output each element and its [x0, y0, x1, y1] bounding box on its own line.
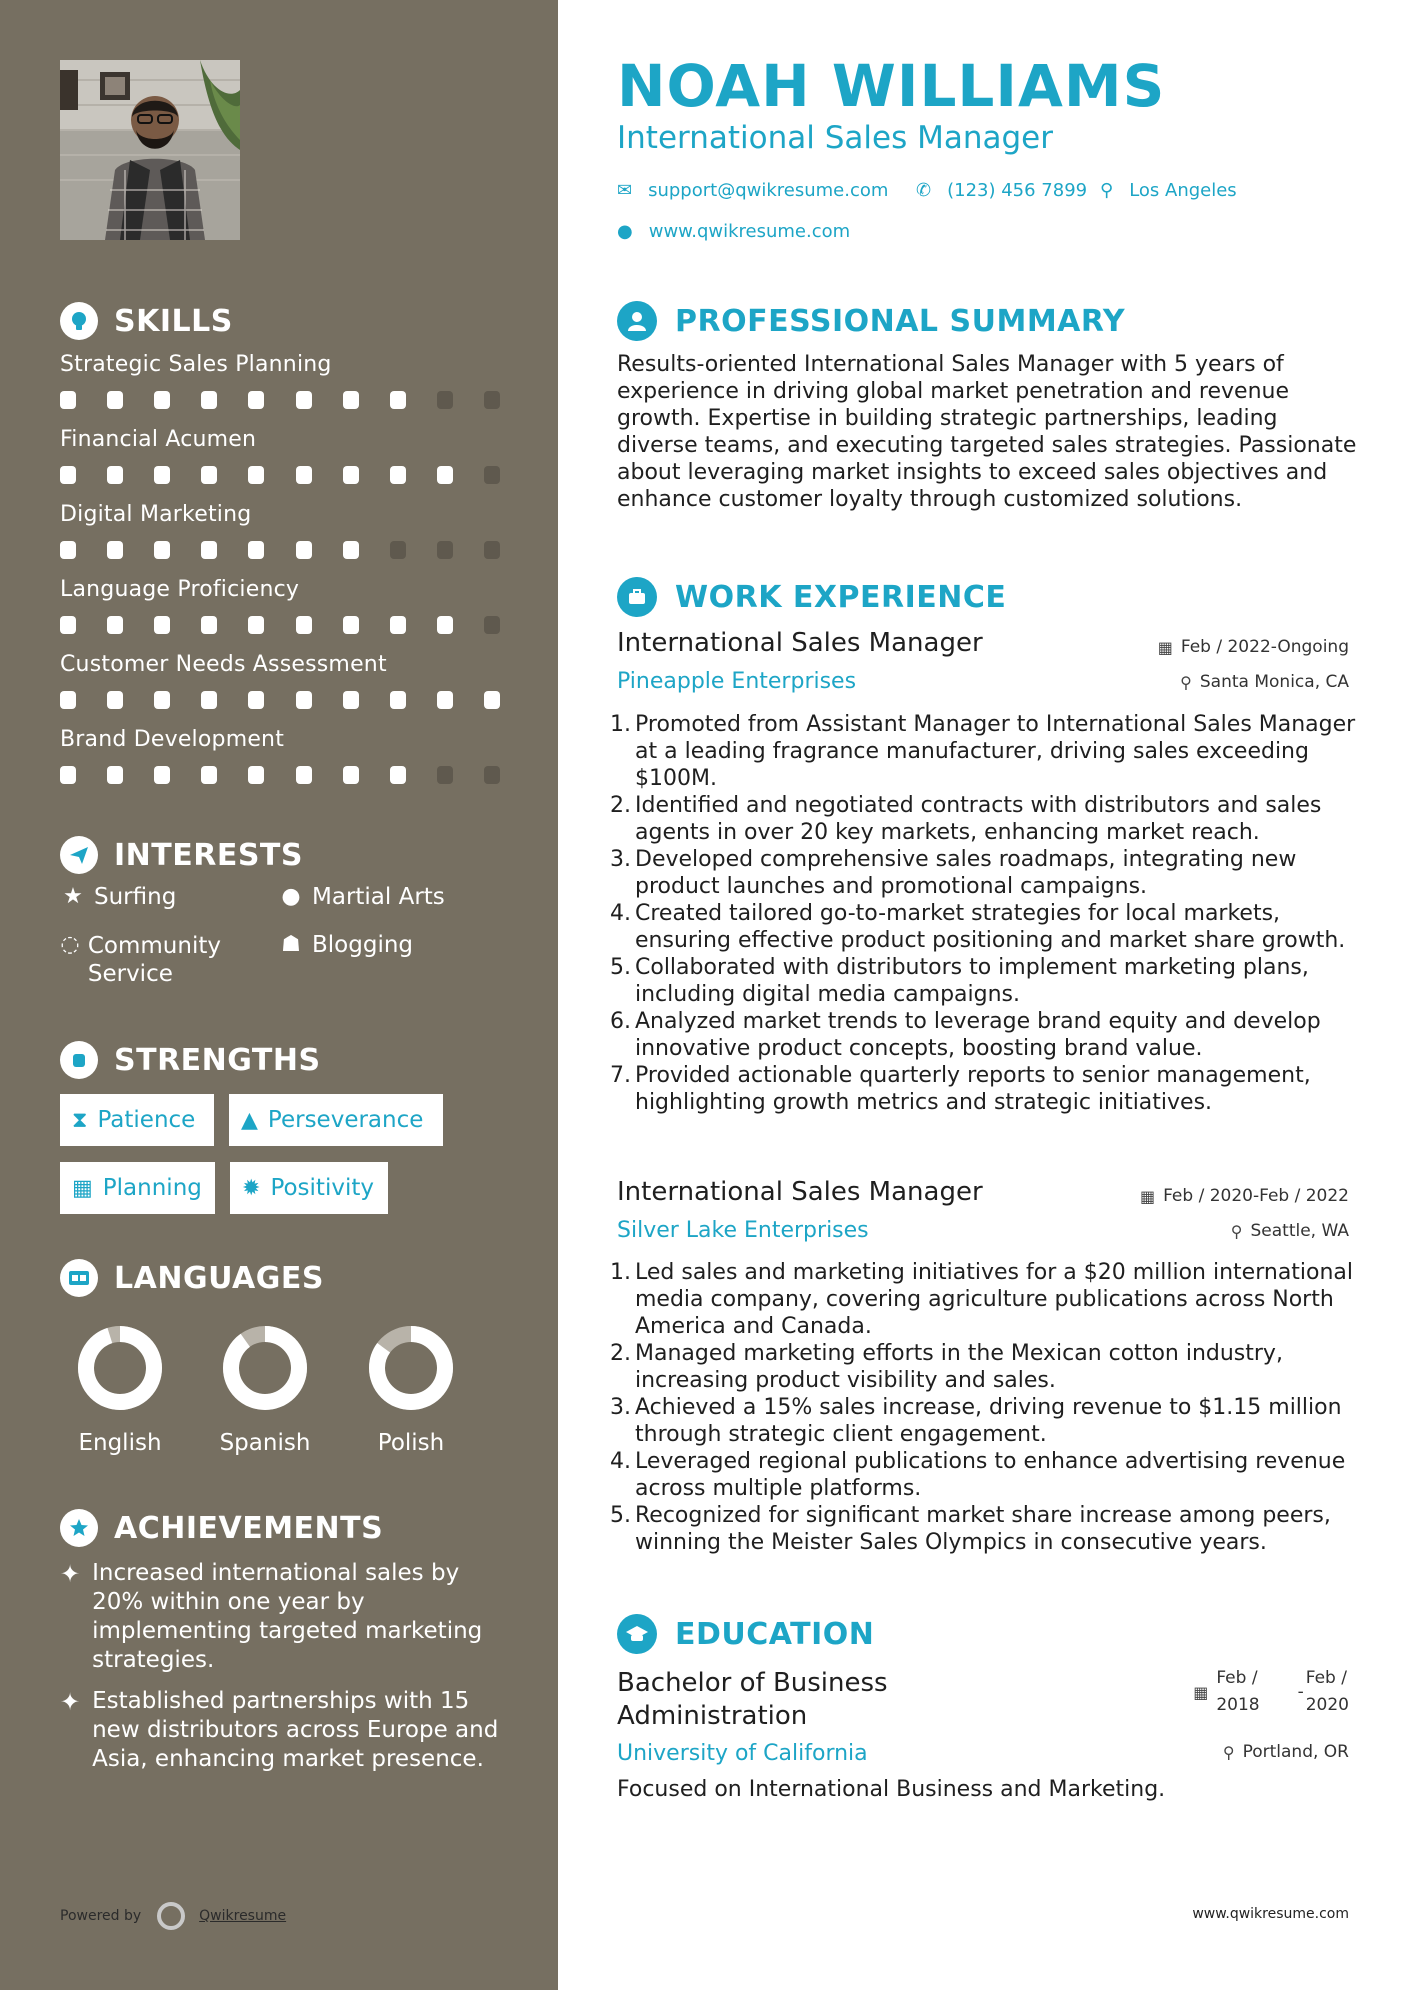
bullet-text: Provided actionable quarterly reports to senior management, highlighting growth metrics and strategic initiatives. [635, 1063, 1311, 1115]
strength-chip [60, 1094, 214, 1146]
bullet-text: Analyzed market trends to leverage brand equity and develop innovative product concepts, boosting brand value. [635, 1009, 1321, 1061]
bullet-text: Recognized for significant market share increase among peers, winning the Meister Sales Olympics in consecutive years. [635, 1503, 1331, 1555]
job-bullet [610, 1062, 1358, 1116]
job-bullet [610, 1448, 1358, 1502]
job-dates-text: Feb / 2022-Ongoing [1180, 637, 1349, 657]
rating-dot-filled [107, 616, 123, 634]
bullet-number: 6. [610, 1009, 631, 1034]
location-text: Los Angeles [1129, 180, 1237, 201]
strength-label: Positivity [270, 1175, 374, 1201]
bullet-text: Achieved a 15% sales increase, driving revenue to $1.15 million through strategic client engagement. [635, 1395, 1342, 1447]
job-location [1180, 672, 1349, 692]
strength-label: Planning [102, 1175, 202, 1201]
education-start-month: Feb / [1216, 1668, 1258, 1688]
achievement-item [60, 1559, 500, 1675]
bullet-number: 1. [610, 712, 631, 737]
rating-dot-filled [154, 541, 170, 559]
rating-dot-filled [248, 691, 264, 709]
languages-heading [60, 1259, 324, 1297]
candidate-name: NOAH WILLIAMS [617, 52, 1166, 120]
contact-location [1100, 180, 1237, 201]
bullet-number: 5. [610, 1503, 631, 1528]
job-dates [1158, 637, 1349, 657]
climber-icon: ▲ [241, 1107, 258, 1133]
education-end [1306, 1665, 1349, 1719]
rating-dot-empty [437, 391, 453, 409]
bullet-text: Leveraged regional publications to enhance advertising revenue across multiple platforms. [635, 1449, 1346, 1501]
strengths-title: STRENGTHS [114, 1042, 321, 1078]
rating-dot-filled [343, 766, 359, 784]
rating-dot-filled [343, 691, 359, 709]
language-label: Spanish [219, 1430, 311, 1456]
rating-dot-filled [390, 691, 406, 709]
rating-dot-filled [107, 541, 123, 559]
rating-dot-filled [248, 391, 264, 409]
skill-name: Strategic Sales Planning [60, 352, 332, 377]
calendar-icon: ▦ [1139, 1186, 1156, 1206]
pin-icon: ⚲ [1222, 1742, 1235, 1762]
education-date-separator: - [1297, 1681, 1304, 1702]
experience-title: WORK EXPERIENCE [675, 579, 1007, 615]
rating-dot-filled [437, 691, 453, 709]
shooting-star-icon: ✦ [60, 1560, 81, 1588]
company-name: Pineapple Enterprises [617, 669, 857, 694]
job-location [1231, 1221, 1349, 1241]
envelope-icon: ✉ [617, 180, 633, 201]
rating-dot-filled [296, 616, 312, 634]
skill-item [60, 352, 500, 409]
skill-name: Financial Acumen [60, 427, 257, 452]
rating-dot-filled [390, 766, 406, 784]
interests-heading [60, 836, 303, 874]
rating-dot-filled [484, 691, 500, 709]
fist-icon [60, 1041, 98, 1079]
experience-heading [617, 577, 1006, 617]
skill-item [60, 427, 500, 484]
rating-dot-empty [390, 541, 406, 559]
interest-label: Martial Arts [312, 884, 445, 910]
bullet-text: Managed marketing efforts in the Mexican cotton industry, increasing product visibility and sales. [635, 1341, 1283, 1393]
qwikresume-link[interactable]: Qwikresume [199, 1908, 287, 1924]
contact-phone[interactable] [916, 180, 1087, 201]
job-title: International Sales Manager [617, 1177, 983, 1207]
interest-item [278, 932, 413, 958]
rating-dot-empty [437, 766, 453, 784]
map-marker-icon: ⚲ [1100, 180, 1114, 201]
skill-name: Language Proficiency [60, 577, 300, 602]
skills-title: SKILLS [114, 303, 233, 339]
phone-icon: ✆ [916, 180, 932, 201]
job-dates-text: Feb / 2020-Feb / 2022 [1163, 1186, 1349, 1206]
globe-icon: ● [617, 221, 633, 242]
job-bullets [610, 1259, 1358, 1556]
skill-rating [60, 691, 500, 709]
rating-dot-filled [201, 691, 217, 709]
strength-label: Patience [97, 1107, 196, 1133]
qwikresume-logo-icon [157, 1902, 185, 1930]
strength-chip [60, 1162, 215, 1214]
sidebar [0, 0, 558, 1990]
language-icon [60, 1259, 98, 1297]
job-bullet [610, 1008, 1358, 1062]
degree-line: Bachelor of Business [617, 1668, 888, 1698]
rating-dot-filled [248, 616, 264, 634]
bullet-number: 5. [610, 955, 631, 980]
rating-dot-filled [107, 466, 123, 484]
rating-dot-filled [154, 466, 170, 484]
briefcase-icon [617, 577, 657, 617]
calendar-icon: ▦ [72, 1175, 93, 1201]
strength-chip [230, 1162, 388, 1214]
rating-dot-filled [60, 766, 76, 784]
rating-dot-filled [60, 391, 76, 409]
job-location-text: Seattle, WA [1250, 1221, 1349, 1241]
graduation-cap-icon [617, 1614, 657, 1654]
achievement-text: Increased international sales by 20% within one year by implementing targeted marketing strategies. [92, 1560, 483, 1673]
job-bullet [610, 1340, 1358, 1394]
rating-dot-empty [484, 541, 500, 559]
degree [617, 1667, 888, 1733]
sun-icon: ✹ [242, 1175, 261, 1201]
job-bullet [610, 1394, 1358, 1448]
globe-icon: ● [281, 884, 301, 909]
education-location-text: Portland, OR [1242, 1742, 1349, 1762]
job-title: International Sales Manager [617, 628, 983, 658]
rating-dot-filled [201, 391, 217, 409]
skill-item [60, 652, 500, 709]
interest-label: Surfing [94, 884, 177, 910]
bullet-number: 2. [610, 793, 631, 818]
job-bullet [610, 1259, 1358, 1340]
contact-website[interactable] [617, 221, 850, 242]
rating-dot-empty [437, 541, 453, 559]
degree-line: Administration [617, 1701, 808, 1731]
footer-url[interactable]: www.qwikresume.com [1192, 1906, 1349, 1922]
rating-dot-filled [154, 766, 170, 784]
company-name: Silver Lake Enterprises [617, 1218, 869, 1243]
rating-dot-filled [60, 691, 76, 709]
bullet-text: Collaborated with distributors to implement marketing plans, including digital media campaigns. [635, 955, 1309, 1007]
achievement-text: Established partnerships with 15 new distributors across Europe and Asia, enhancing market presence. [92, 1688, 499, 1772]
rating-dot-filled [296, 466, 312, 484]
language-ring [78, 1326, 162, 1410]
rating-dot-empty [484, 391, 500, 409]
paper-plane-icon [60, 836, 98, 874]
rating-dot-filled [248, 541, 264, 559]
rating-dot-empty [484, 766, 500, 784]
skills-heading [60, 302, 233, 340]
user-icon [617, 301, 657, 341]
language-label: Polish [377, 1430, 445, 1456]
achievements-heading [60, 1509, 383, 1547]
rating-dot-filled [343, 466, 359, 484]
rating-dot-filled [296, 391, 312, 409]
rating-dot-filled [296, 766, 312, 784]
bullet-number: 1. [610, 1260, 631, 1285]
pin-icon: ⚲ [1180, 672, 1192, 692]
interest-item [278, 884, 445, 910]
job-bullet [610, 900, 1358, 954]
rating-dot-filled [107, 391, 123, 409]
bullet-number: 2. [610, 1341, 631, 1366]
rating-dot-filled [343, 391, 359, 409]
education-note: Focused on International Business and Marketing. [617, 1777, 1166, 1802]
interests-title: INTERESTS [114, 837, 303, 873]
education-location [1223, 1742, 1349, 1762]
achievement-item [60, 1687, 500, 1774]
language-ring [223, 1326, 307, 1410]
rating-dot-empty [484, 616, 500, 634]
skill-name: Brand Development [60, 727, 285, 752]
website-text: www.qwikresume.com [648, 221, 851, 242]
skill-item [60, 577, 500, 634]
rating-dot-empty [484, 466, 500, 484]
skill-rating [60, 391, 500, 409]
summary-text: Results-oriented International Sales Manager with 5 years of experience in driving global market penetration and revenue growth. Expertise in building strategic partnerships, leading diverse teams, and executing targeted sales strategies. Passionate about leveraging market insights to exceed sales objectives and enhance customer loyalty through customized solutions. [617, 352, 1357, 512]
bullet-number: 7. [610, 1063, 631, 1088]
rating-dot-filled [201, 766, 217, 784]
rating-dot-filled [248, 466, 264, 484]
education-end-year: 2020 [1305, 1695, 1349, 1715]
lightbulb-icon [60, 302, 98, 340]
skill-name: Customer Needs Assessment [60, 652, 387, 677]
rating-dot-filled [248, 766, 264, 784]
rating-dot-filled [390, 391, 406, 409]
shooting-star-icon: ✦ [60, 1688, 81, 1716]
interest-item [60, 932, 260, 988]
interest-label: Community Service [87, 933, 221, 987]
skill-rating [60, 541, 500, 559]
skill-item [60, 727, 500, 784]
job-bullet [610, 1502, 1358, 1556]
bullet-text: Developed comprehensive sales roadmaps, integrating new product launches and promotional campaigns. [635, 847, 1297, 899]
rating-dot-filled [343, 541, 359, 559]
rating-dot-filled [60, 616, 76, 634]
rating-dot-filled [154, 691, 170, 709]
bullet-text: Promoted from Assistant Manager to International Sales Manager at a leading fragrance manufacturer, driving sales exceeding $100M. [635, 712, 1356, 791]
rating-dot-filled [437, 466, 453, 484]
profile-photo [60, 60, 240, 240]
powered-by-label: Powered by [60, 1908, 142, 1924]
phone-text: (123) 456 7899 [947, 180, 1088, 201]
ring-fill [231, 1334, 299, 1402]
bullet-text: Led sales and marketing initiatives for a $20 million international media company, covering agriculture publications across North America and Canada. [635, 1260, 1354, 1339]
rating-dot-filled [154, 391, 170, 409]
bullet-text: Identified and negotiated contracts with distributors and sales agents in over 20 key markets, enhancing market reach. [635, 793, 1322, 845]
skill-item [60, 502, 500, 559]
school-name: University of California [617, 1741, 868, 1766]
trophy-icon [60, 1509, 98, 1547]
group-icon: ☗ [281, 932, 301, 957]
job-bullet [610, 846, 1358, 900]
education-start [1216, 1665, 1259, 1719]
job-location-text: Santa Monica, CA [1199, 672, 1349, 692]
summary-title: PROFESSIONAL SUMMARY [675, 303, 1126, 339]
bullet-number: 4. [610, 1449, 631, 1474]
strength-chip [229, 1094, 443, 1146]
rating-dot-filled [154, 616, 170, 634]
rating-dot-filled [390, 466, 406, 484]
rating-dot-filled [201, 616, 217, 634]
education-title: EDUCATION [675, 1616, 875, 1652]
bullet-number: 3. [610, 847, 631, 872]
rating-dot-filled [107, 766, 123, 784]
education-heading [617, 1614, 874, 1654]
skill-rating [60, 616, 500, 634]
achievements-title: ACHIEVEMENTS [114, 1510, 384, 1546]
job-bullets [610, 711, 1358, 1116]
skill-rating [60, 466, 500, 484]
email-text: support@qwikresume.com [648, 180, 889, 201]
job-dates [1140, 1186, 1349, 1206]
rating-dot-filled [296, 541, 312, 559]
strengths-heading [60, 1041, 321, 1079]
rating-dot-filled [437, 616, 453, 634]
rating-dot-filled [296, 691, 312, 709]
rating-dot-filled [390, 616, 406, 634]
contact-email[interactable] [617, 180, 888, 201]
bullet-text: Created tailored go-to-market strategies for local markets, ensuring effective product positioning and market share growth. [635, 901, 1346, 953]
calendar-icon: ▦ [1157, 637, 1173, 657]
candidate-role: International Sales Manager [617, 120, 1053, 156]
language-label: English [78, 1430, 162, 1456]
hourglass-icon: ⧗ [72, 1107, 88, 1133]
calendar-icon: ▦ [1193, 1682, 1209, 1702]
rating-dot-filled [201, 541, 217, 559]
powered-by [60, 1902, 286, 1930]
languages-title: LANGUAGES [114, 1260, 324, 1296]
skill-name: Digital Marketing [60, 502, 252, 527]
rating-dot-filled [107, 691, 123, 709]
interest-label: Blogging [312, 932, 414, 958]
bullet-number: 4. [610, 901, 631, 926]
interest-item [60, 884, 176, 910]
rating-dot-filled [201, 466, 217, 484]
bullet-number: 3. [610, 1395, 631, 1420]
education-start-year: 2018 [1216, 1695, 1260, 1715]
summary-heading [617, 301, 1125, 341]
job-bullet [610, 954, 1358, 1008]
rating-dot-filled [60, 541, 76, 559]
ring-fill [86, 1334, 154, 1402]
job-bullet [610, 792, 1358, 846]
pin-icon: ⚲ [1230, 1221, 1243, 1241]
job-bullet [610, 711, 1358, 792]
skill-rating [60, 766, 500, 784]
star-icon: ★ [63, 884, 83, 909]
education-dates [1193, 1665, 1349, 1719]
hand-icon: ◌ [60, 932, 80, 957]
rating-dot-filled [60, 466, 76, 484]
strength-label: Perseverance [267, 1107, 424, 1133]
education-end-month: Feb / [1305, 1668, 1347, 1688]
language-ring [369, 1326, 453, 1410]
rating-dot-filled [343, 616, 359, 634]
